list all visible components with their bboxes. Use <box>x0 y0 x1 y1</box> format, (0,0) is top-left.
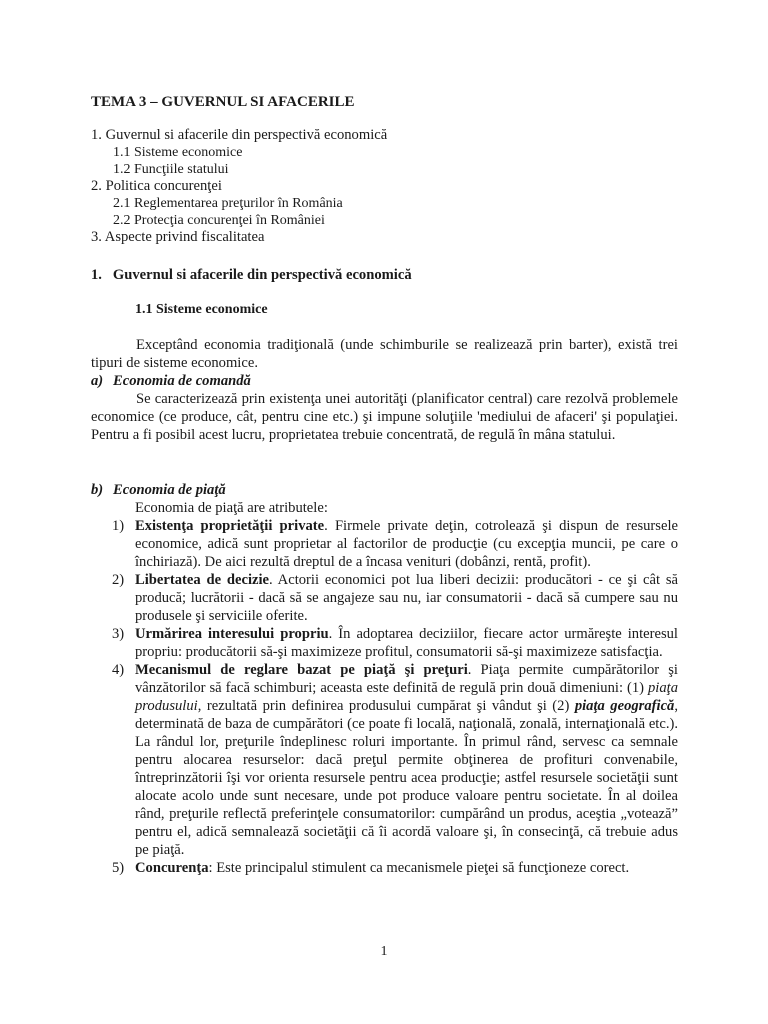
list-item <box>91 859 678 877</box>
document-title: TEMA 3 – GUVERNUL SI AFACERILE <box>91 94 355 110</box>
heading-text: Economia de piaţă <box>113 482 226 498</box>
item-number: 5) <box>112 860 125 876</box>
item-text: . Actorii economici pot lua liberi decizii: producători - ce şi cât să producă; lucrătorii - dacă să se angajeze sau nu, iar consumatorii - dacă să cumpere sau nu produsele şi serviciile oferite. <box>135 572 678 624</box>
item-text: . Firmele private deţin, cotrolează şi dispun de resursele economice, adică sunt proprietar al factorilor de producţie (cu excepţia muncii, pe care o închiriază). De aici rezultă dreptul de a încasa venituri (dobânzi, rentă, profit). <box>135 518 678 570</box>
market-economy-lead: Economia de piaţă are atributele: <box>135 500 328 516</box>
list-marker: b) <box>91 482 104 498</box>
item-term: Libertatea de decizie <box>135 572 270 588</box>
list-item <box>91 517 678 571</box>
item-italic-term: piaţa produsului <box>135 680 678 714</box>
item-italic-term: piaţa geografică <box>574 698 675 714</box>
item-text: : Este principalul stimulent ca mecanismele pieţei să funcţioneze corect. <box>208 860 630 876</box>
item-term: Urmărirea interesului propriu <box>135 626 329 642</box>
command-economy-paragraph: Se caracterizează prin existenţa unei autorităţi (planificator central) care rezolvă problemele economice (ce produce, cât, pentru cine etc.) şi impune soluţiile 'mediului de afaceri' şi populaţiei. Pentru a fi posibil acest lucru, proprietatea trebuie concentrată, de regulă în mâna statului. <box>91 391 678 443</box>
toc-item: 2.1 Reglementarea preţurilor în România <box>113 196 343 211</box>
item-term: Existenţa proprietăţii private <box>135 518 325 534</box>
item-number: 2) <box>112 572 125 588</box>
item-text: , rezultată prin definirea produsului cumpărat şi vândut şi (2) <box>197 698 575 714</box>
item-text: . Piaţa permite cumpărătorilor şi vânzătorilor să facă schimburi; aceasta este definită de regulă prin două dimeniuni: (1) <box>135 662 678 696</box>
subsection-heading: 1.1 Sisteme economice <box>135 302 268 317</box>
heading-text: Economia de comandă <box>113 373 251 389</box>
market-attributes-list <box>91 517 678 877</box>
table-of-contents <box>91 127 691 246</box>
toc-item: 3. Aspecte privind fiscalitatea <box>91 229 265 245</box>
item-text: , determinată de baza de cumpărători (ce poate fi locală, naţională, zonală, internaţională etc.). La rândul lor, preţurile îndeplinesc roluri importante. În primul rând, servesc ca semnale pentru alocarea resurselor: dacă preţul permite obţinerea de profituri convenabile, întreprinzătorii îşi vor orienta resursele pentru acea producţie; astfel resursele societăţii sunt alocate acolo unde sunt necesare, unde pot produce valoare pentru societate. În al doilea rând, preţurile reflectă preferinţele consumatorilor: cumpărând un produs, aceştia „votează” pentru el, adică semnalează societăţii că îi acordă valoare şi, în consecinţă, că trebuie adus pe piaţă. <box>135 698 678 858</box>
item-term: Concurenţa <box>135 860 209 876</box>
command-economy-heading <box>91 372 678 390</box>
item-number: 1) <box>112 518 125 534</box>
toc-item: 2.2 Protecţia concurenţei în României <box>113 213 325 228</box>
item-number: 4) <box>112 662 125 678</box>
item-text: . În adoptarea deciziilor, fiecare actor urmăreşte interesul propriu: producătorii să-şi maximizeze profitul, consumatorii să-şi maximizeze satisfacţia. <box>135 626 678 660</box>
toc-item: 1.2 Funcţiile statului <box>113 162 229 177</box>
toc-item: 2. Politica concurenţei <box>91 178 222 194</box>
section-heading: 1. Guvernul si afacerile din perspectivă economică <box>91 267 412 283</box>
toc-item: 1.1 Sisteme economice <box>113 145 243 160</box>
item-number: 3) <box>112 626 125 642</box>
page-number: 1 <box>380 944 388 959</box>
toc-item: 1. Guvernul si afacerile din perspectivă economică <box>91 127 388 143</box>
list-item <box>91 625 678 661</box>
list-item <box>91 571 678 625</box>
market-economy-heading <box>91 481 678 499</box>
intro-paragraph: Exceptând economia tradiţională (unde schimburile se realizează prin barter), există trei tipuri de sisteme economice. <box>91 337 678 371</box>
item-term: Mecanismul de reglare bazat pe piaţă şi preţuri <box>135 662 468 678</box>
list-marker: a) <box>91 373 104 389</box>
list-item <box>91 661 678 859</box>
